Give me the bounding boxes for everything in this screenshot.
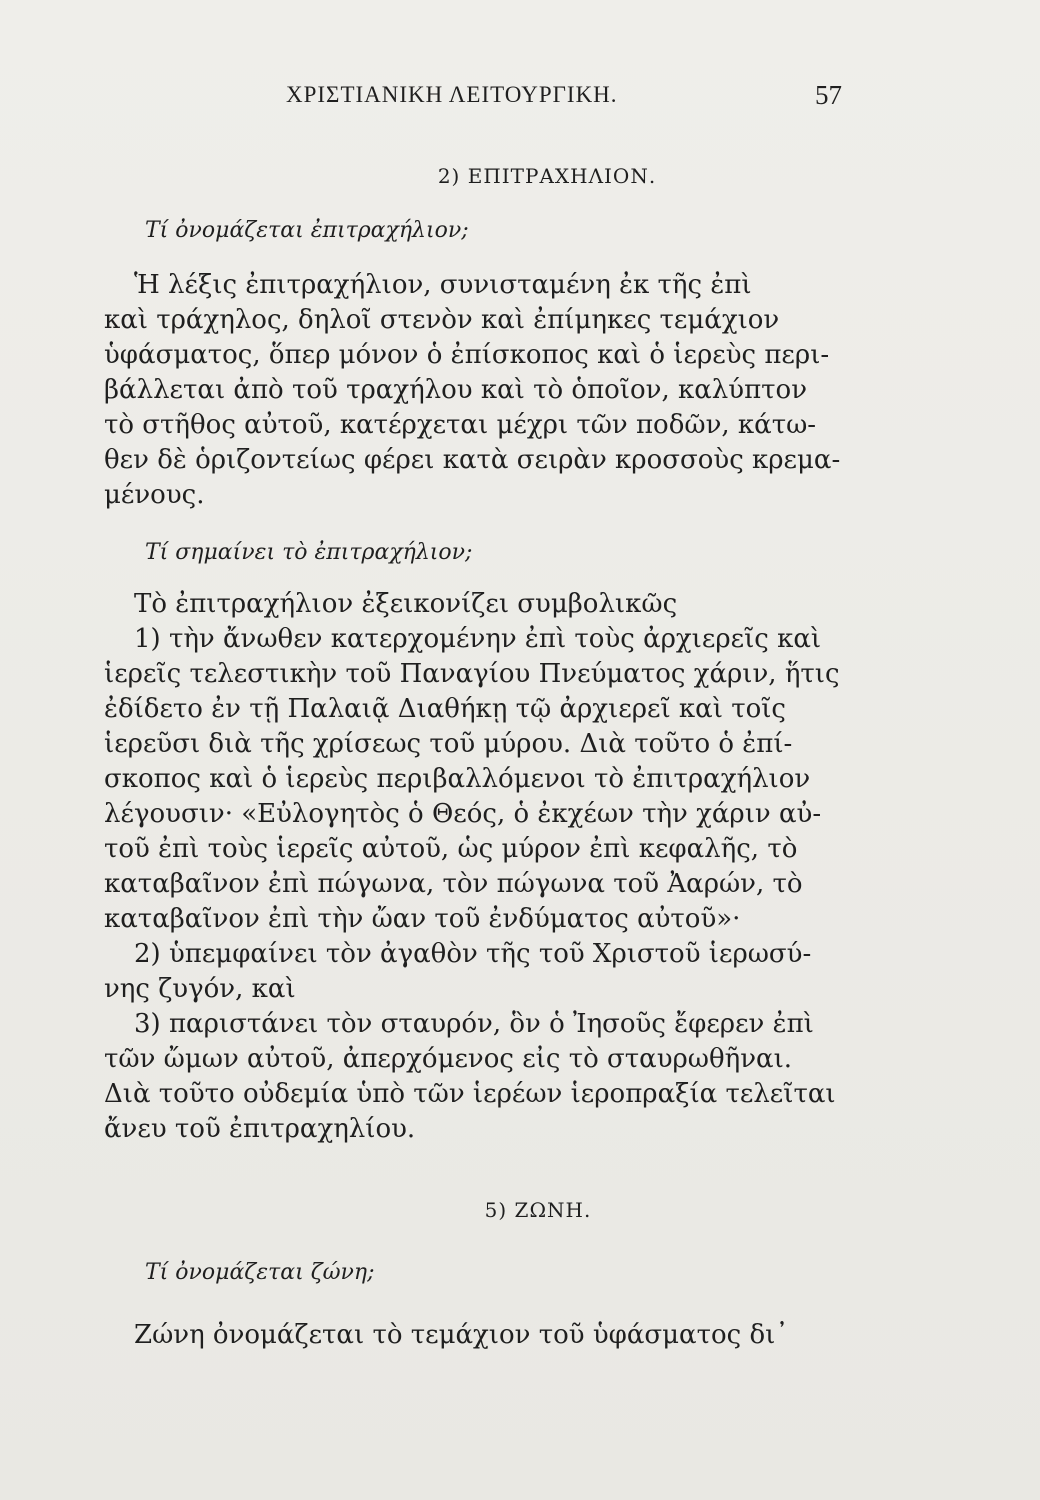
- text-line: καταβαῖνον ἐπὶ τὴν ὤαν τοῦ ἐνδύματος αὐτοῦ»·: [104, 904, 741, 934]
- text-line: καταβαῖνον ἐπὶ πώγωνα, τὸν πώγωνα τοῦ Ἀαρών, τὸ: [104, 869, 803, 899]
- text-line: σκοπος καὶ ὁ ἱερεὺς περιβαλλόμενοι τὸ ἐπιτραχήλιον: [104, 764, 811, 794]
- text-line: θεν δὲ ὁριζοντείως φέρει κατὰ σειρὰν κροσσοὺς κρεμα-: [104, 445, 841, 475]
- text-line: τῶν ὤμων αὐτοῦ, ἀπερχόμενος εἰς τὸ σταυρωθῆναι.: [104, 1044, 793, 1074]
- text-line: νης ζυγόν, καὶ: [104, 974, 296, 1004]
- question-what-is-epitrachelion: Τί ὀνομάζεται ἐπιτραχήλιον;: [145, 218, 469, 243]
- text-line: τοῦ ἐπὶ τοὺς ἱερεῖς αὐτοῦ, ὡς μύρον ἐπὶ κεφαλῆς, τὸ: [104, 834, 798, 864]
- text-line: 3) παριστάνει τὸν σταυρόν, ὃν ὁ Ἰησοῦς ἔφερεν ἐπὶ: [134, 1009, 814, 1039]
- answer-paragraph-3: [104, 1318, 844, 1353]
- answer-paragraph-2: [104, 587, 844, 1147]
- text-line: Τὸ ἐπιτραχήλιον ἐξεικονίζει συμβολικῶς: [134, 589, 678, 619]
- question-what-is-zone: Τί ὀνομάζεται ζώνη;: [145, 1260, 375, 1285]
- text-line: βάλλεται ἀπὸ τοῦ τραχήλου καὶ τὸ ὁποῖον, καλύπτον: [104, 375, 808, 405]
- running-title: ΧΡΙΣΤΙΑΝΙΚΗ ΛΕΙΤΟΥΡΓΙΚΗ.: [286, 82, 618, 107]
- text-line: Ζώνη ὀνομάζεται τὸ τεμάχιον τοῦ ὑφάσματος δι᾽: [134, 1320, 789, 1350]
- text-line: Ἡ λέξις ἐπιτραχήλιον, συνισταμένη ἐκ τῆς ἐπὶ: [134, 270, 752, 300]
- text-line: ἄνευ τοῦ ἐπιτραχηλίου.: [104, 1114, 416, 1144]
- text-line: 2) ὑπεμφαίνει τὸν ἀγαθὸν τῆς τοῦ Χριστοῦ ἱερωσύ-: [134, 939, 812, 969]
- text-line: 1) τὴν ἄνωθεν κατερχομένην ἐπὶ τοὺς ἀρχιερεῖς καὶ: [134, 624, 822, 654]
- text-line: καὶ τράχηλος, δηλοῖ στενὸν καὶ ἐπίμηκες τεμάχιον: [104, 305, 780, 335]
- text-line: ὑφάσματος, ὅπερ μόνον ὁ ἐπίσκοπος καὶ ὁ ἱερεὺς περι-: [104, 340, 830, 370]
- text-line: μένους.: [104, 480, 205, 510]
- section-title-zone: 5) ΖΩΝΗ.: [484, 1198, 592, 1222]
- text-line: λέγουσιν· «Εὐλογητὸς ὁ Θεός, ὁ ἐκχέων τὴν χάριν αὐ-: [104, 799, 822, 829]
- page-header: [286, 80, 842, 120]
- text-line: ἐδίδετο ἐν τῇ Παλαιᾷ Διαθήκῃ τῷ ἀρχιερεῖ καὶ τοῖς: [104, 694, 786, 724]
- text-line: ἱερεῦσι διὰ τῆς χρίσεως τοῦ μύρου. Διὰ τοῦτο ὁ ἐπί-: [104, 729, 793, 759]
- text-line: Διὰ τοῦτο οὐδεμία ὑπὸ τῶν ἱερέων ἱεροπραξία τελεῖται: [104, 1079, 836, 1109]
- answer-paragraph-1: [104, 268, 844, 513]
- section-title-epitrachelion: 2) ΕΠΙΤΡΑΧΗΛΙΟΝ.: [437, 164, 657, 188]
- text-line: ἱερεῖς τελεστικὴν τοῦ Παναγίου Πνεύματος χάριν, ἥτις: [104, 659, 840, 689]
- question-meaning-of-epitrachelion: Τί σημαίνει τὸ ἐπιτραχήλιον;: [145, 540, 473, 565]
- page-number: 57: [815, 80, 842, 110]
- text-line: τὸ στῆθος αὐτοῦ, κατέρχεται μέχρι τῶν ποδῶν, κάτω-: [104, 410, 817, 440]
